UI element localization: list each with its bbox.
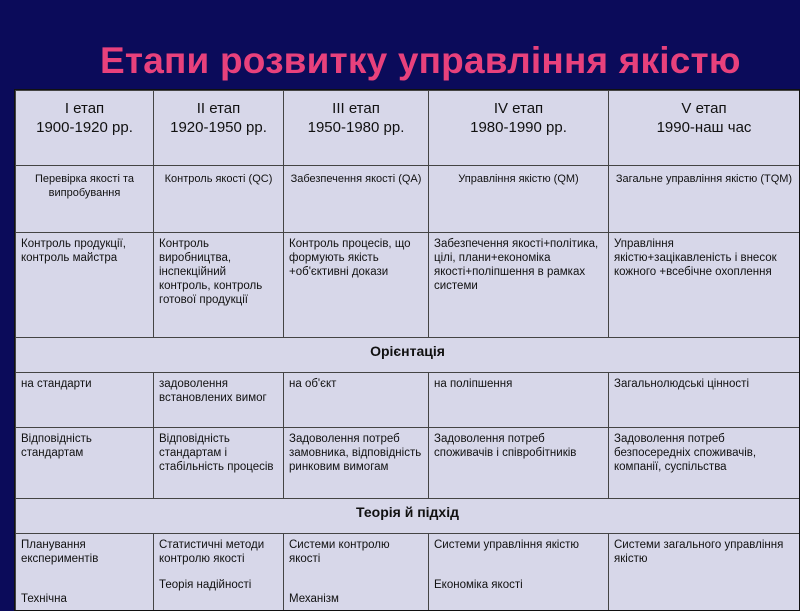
stage-name: II етап [159, 99, 278, 118]
stage-name: IV етап [434, 99, 603, 118]
theory-cell [16, 534, 154, 611]
compliance-cell: Відповідність стандартам [16, 428, 154, 499]
stage-3-cell [284, 91, 429, 166]
system-cell: Контроль якості (QC) [154, 166, 284, 233]
theory-cell [609, 534, 800, 611]
system-cell: Забезпечення якості (QA) [284, 166, 429, 233]
orientation-cell: на стандарти [16, 373, 154, 428]
theory-row [16, 534, 800, 611]
orientation-cell: задоволення встановлених вимог [154, 373, 284, 428]
system-cell: Управління якістю (QM) [429, 166, 609, 233]
theory-section-row [16, 499, 800, 534]
compliance-cell: Відповідність стандартам і стабільність процесів [154, 428, 284, 499]
orientation-cell: на об'єкт [284, 373, 429, 428]
control-cell: Контроль продукції, контроль майстра [16, 233, 154, 338]
theory-text: Системи управління якістю [434, 538, 603, 552]
theory-cell [429, 534, 609, 611]
orientation-section-row [16, 338, 800, 373]
orientation-cell: на поліпшення [429, 373, 609, 428]
theory-text-cut: Механізм [289, 592, 423, 606]
quality-stages-table [14, 89, 800, 611]
stage-5-cell [609, 91, 800, 166]
stage-1-cell [16, 91, 154, 166]
stage-years: 1990-наш час [614, 118, 794, 137]
control-cell: Контроль процесів, що формують якість +об'єктивні докази [284, 233, 429, 338]
stage-header-row [16, 91, 800, 166]
stage-years: 1980-1990 рр. [434, 118, 603, 137]
stage-2-cell [154, 91, 284, 166]
stage-name: III етап [289, 99, 423, 118]
control-cell: Забезпечення якості+політика, цілі, плани+економіка якості+поліпшення в рамках системи [429, 233, 609, 338]
orientation-cell: Загальнолюдські цінності [609, 373, 800, 428]
stage-name: V етап [614, 99, 794, 118]
theory-text: Системи загального управління якістю [614, 538, 794, 566]
slide-title: Етапи розвитку управління якістю [100, 40, 741, 82]
stage-years: 1950-1980 рр. [289, 118, 423, 137]
theory-text-cut: Технічна [21, 592, 148, 606]
orientation-heading: Орієнтація [16, 338, 800, 373]
system-row [16, 166, 800, 233]
theory-text-cut: Теорія надійності [159, 578, 278, 592]
compliance-cell: Задоволення потреб безпосередніх споживачів, компанії, суспільства [609, 428, 800, 499]
compliance-cell: Задоволення потреб споживачів і співробітників [429, 428, 609, 499]
system-cell: Загальне управління якістю (TQM) [609, 166, 800, 233]
theory-heading: Теорія й підхід [16, 499, 800, 534]
system-cell: Перевірка якості та випробування [16, 166, 154, 233]
theory-text-cut: Економіка якості [434, 578, 603, 592]
stage-years: 1900-1920 рр. [21, 118, 148, 137]
theory-text: Планування експериментів [21, 538, 148, 566]
theory-text: Системи контролю якості [289, 538, 423, 566]
compliance-cell: Задоволення потреб замовника, відповідність ринковим вимогам [284, 428, 429, 499]
control-cell: Контроль виробництва, інспекційний контроль, контроль готової продукції [154, 233, 284, 338]
control-row [16, 233, 800, 338]
control-cell: Управління якістю+зацікавленість і внесок кожного +всебічне охоплення [609, 233, 800, 338]
theory-cell [154, 534, 284, 611]
theory-text: Статистичні методи контролю якості [159, 538, 278, 566]
stage-years: 1920-1950 рр. [159, 118, 278, 137]
stage-name: I етап [21, 99, 148, 118]
orientation-row [16, 373, 800, 428]
compliance-row [16, 428, 800, 499]
theory-cell [284, 534, 429, 611]
stage-4-cell [429, 91, 609, 166]
